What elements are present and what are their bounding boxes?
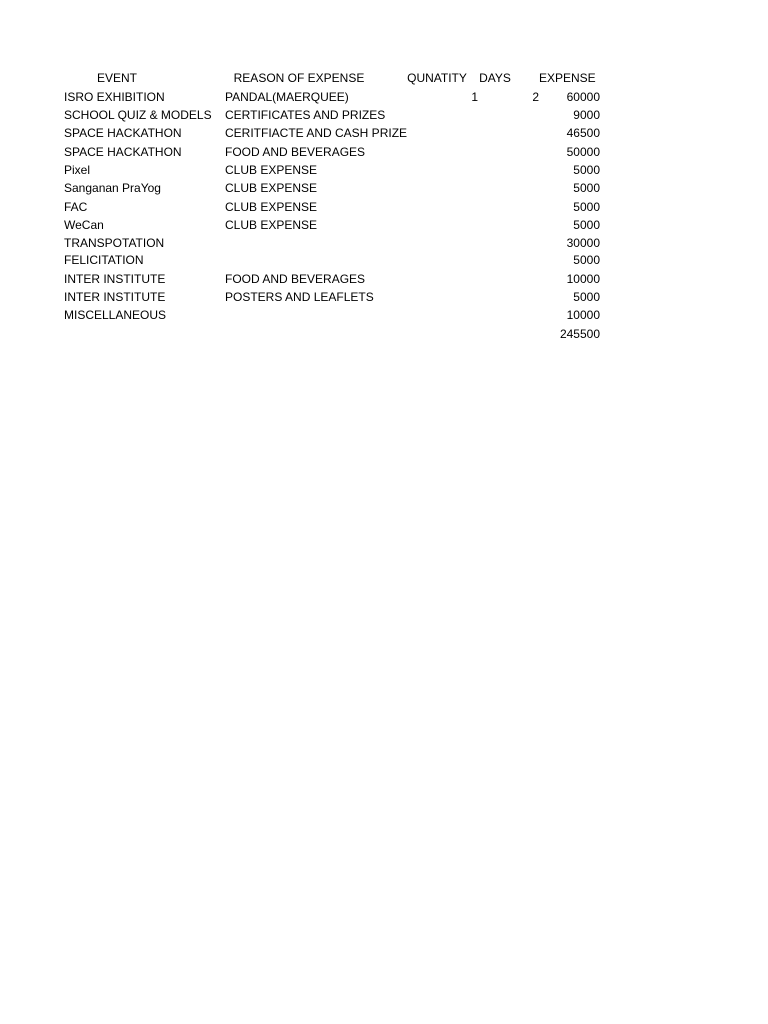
table-row xyxy=(0,124,768,142)
days-cell xyxy=(478,143,539,161)
expense-cell: 60000 xyxy=(566,90,600,104)
reason-cell: POSTERS AND LEAFLETS xyxy=(225,290,374,304)
table-row xyxy=(0,106,768,124)
reason-cell: PANDAL(MAERQUEE) xyxy=(225,90,349,104)
days-cell xyxy=(478,161,539,179)
quantity-cell xyxy=(406,306,478,324)
event-cell: INTER INSTITUTE xyxy=(64,272,166,286)
days-cell xyxy=(478,251,539,269)
reason-cell: FOOD AND BEVERAGES xyxy=(225,272,366,286)
days-cell xyxy=(478,124,539,142)
reason-cell: CLUB EXPENSE xyxy=(225,218,318,232)
header-event: EVENT xyxy=(96,71,137,85)
days-cell xyxy=(478,216,539,234)
table-row xyxy=(0,288,768,306)
expense-cell: 50000 xyxy=(566,145,600,159)
quantity-cell xyxy=(406,216,478,234)
event-cell: SCHOOL QUIZ & MODELS xyxy=(64,108,212,122)
quantity-cell xyxy=(406,234,478,252)
expense-cell: 46500 xyxy=(566,126,600,140)
expense-cell: 10000 xyxy=(566,272,600,286)
quantity-cell xyxy=(406,251,478,269)
event-cell: ISRO EXHIBITION xyxy=(64,90,165,104)
table-row xyxy=(0,306,768,324)
event-cell: MISCELLANEOUS xyxy=(64,308,167,322)
table-row xyxy=(0,179,768,197)
header-quantity: QUNATITY xyxy=(407,71,467,85)
event-cell: WeCan xyxy=(64,218,104,232)
quantity-cell xyxy=(406,106,478,124)
event-cell: SPACE HACKATHON xyxy=(64,145,182,159)
header-row xyxy=(0,69,768,87)
event-cell: Sanganan PraYog xyxy=(64,181,161,195)
quantity-cell: 1 xyxy=(471,90,478,104)
days-cell xyxy=(478,179,539,197)
table-row xyxy=(0,234,768,252)
event-cell: TRANSPOTATION xyxy=(64,236,165,250)
quantity-cell xyxy=(406,179,478,197)
expense-cell: 5000 xyxy=(573,181,600,195)
days-cell xyxy=(478,106,539,124)
reason-cell xyxy=(225,234,405,252)
days-cell xyxy=(478,198,539,216)
event-cell: FAC xyxy=(64,200,88,214)
expense-cell: 30000 xyxy=(566,236,600,250)
table-row xyxy=(0,216,768,234)
reason-cell: CERITFIACTE AND CASH PRIZE xyxy=(225,126,408,140)
header-reason: REASON OF EXPENSE xyxy=(233,71,365,85)
quantity-cell xyxy=(406,124,478,142)
event-cell: Pixel xyxy=(64,163,91,177)
header-days: DAYS xyxy=(479,71,511,85)
reason-cell: CLUB EXPENSE xyxy=(225,163,318,177)
days-cell xyxy=(478,288,539,306)
quantity-cell xyxy=(406,288,478,306)
total-row xyxy=(0,325,768,343)
table-row xyxy=(0,251,768,269)
quantity-cell xyxy=(406,270,478,288)
expense-cell: 5000 xyxy=(573,218,600,232)
table-row xyxy=(0,161,768,179)
reason-cell: CERTIFICATES AND PRIZES xyxy=(225,108,386,122)
table-row xyxy=(0,88,768,106)
days-cell xyxy=(478,234,539,252)
expense-cell: 5000 xyxy=(573,200,600,214)
reason-cell xyxy=(225,306,405,324)
expense-cell: 5000 xyxy=(573,163,600,177)
quantity-cell xyxy=(406,143,478,161)
total-expense-cell: 245500 xyxy=(559,327,600,341)
event-cell: FELICITATION xyxy=(64,253,144,267)
table-row xyxy=(0,270,768,288)
table-row xyxy=(0,198,768,216)
reason-cell: CLUB EXPENSE xyxy=(225,200,318,214)
expense-cell: 9000 xyxy=(573,108,600,122)
reason-cell: FOOD AND BEVERAGES xyxy=(225,145,366,159)
table-row xyxy=(0,143,768,161)
event-cell: SPACE HACKATHON xyxy=(64,126,182,140)
quantity-cell xyxy=(406,161,478,179)
reason-cell: CLUB EXPENSE xyxy=(225,181,318,195)
event-cell: INTER INSTITUTE xyxy=(64,290,166,304)
header-expense: EXPENSE xyxy=(539,71,596,85)
quantity-cell xyxy=(406,198,478,216)
days-cell xyxy=(478,306,539,324)
days-cell xyxy=(478,270,539,288)
days-cell: 2 xyxy=(532,90,539,104)
expense-cell: 5000 xyxy=(573,290,600,304)
expense-cell: 5000 xyxy=(573,253,600,267)
expense-cell: 10000 xyxy=(566,308,600,322)
reason-cell xyxy=(225,251,405,269)
